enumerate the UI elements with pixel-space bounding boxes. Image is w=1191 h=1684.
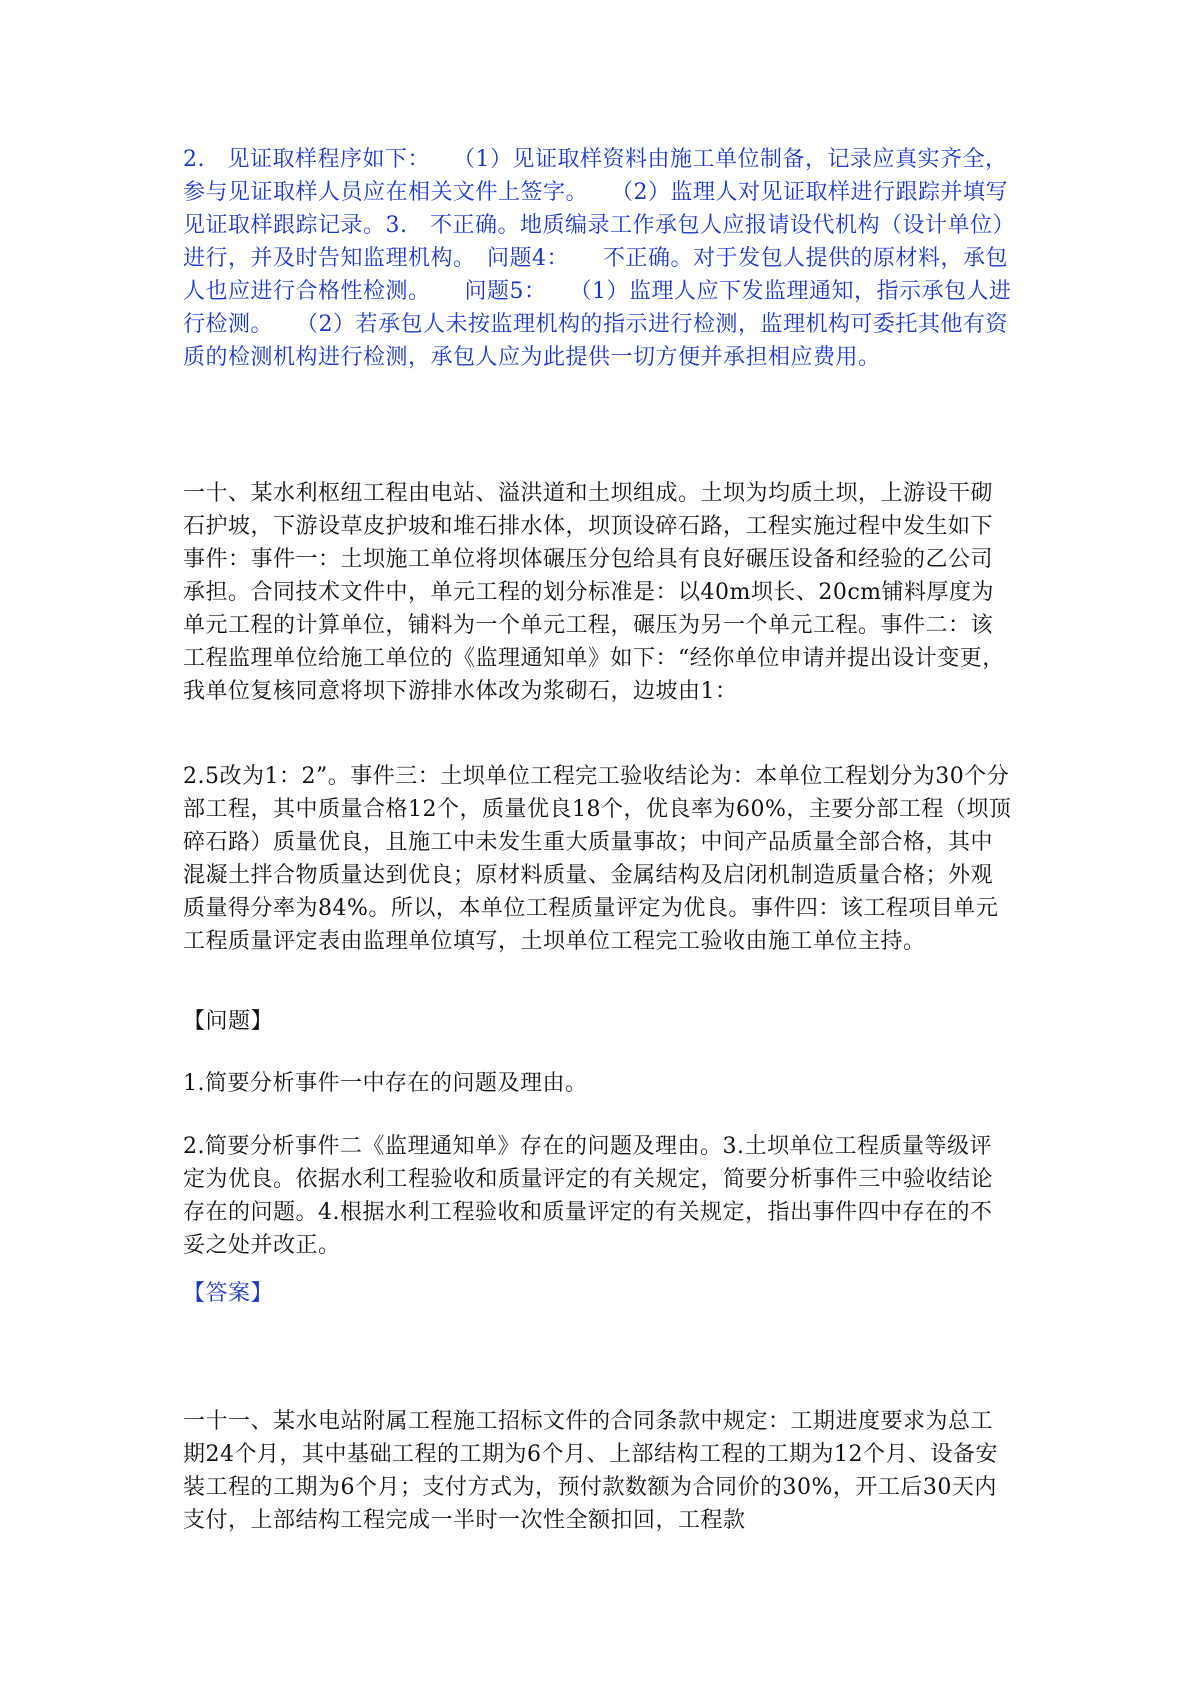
question-10-scenario-part-1: 一十、某水利枢纽工程由电站、溢洪道和土坝组成。土坝为均质土坝，上游设干砌石护坡，下游设草皮护坡和堆石排水体，坝顶设碎石路，工程实施过程中发生如下事件：事件一：土坝施工单位将坝体碾压分包给具有良好碾压设备和经验的乙公司承担。合同技术文件中，单元工程的划分标准是：以40m坝长、20cm铺料厚度为单元工程的计算单位，铺料为一个单元工程，碾压为另一个单元工程。事件二：该工程监理单位给施工单位的《监理通知单》如下：“经你单位申请并提出设计变更，我单位复核同意将坝下游排水体改为浆砌石，边坡由1： xyxy=(183,481,1005,704)
answer-heading: 【答案】 xyxy=(183,1281,274,1306)
question-10-items-2-4: 2.简要分析事件二《监理通知单》存在的问题及理由。3.土坝单位工程质量等级评定为优良。依据水利工程验收和质量评定的有关规定，简要分析事件三中验收结论存在的问题。4.根据水利工程验收和质量评定的有关规定，指出事件四中存在的不妥之处并改正。 xyxy=(183,1134,994,1258)
previous-answer-text: 2. 见证取样程序如下： （1）见证取样资料由施工单位制备，记录应真实齐全，参与见证取样人员应在相关文件上签字。 （2）监理人对见证取样进行跟踪并填写见证取样跟踪记录。3. 不正确。地质编录工作承包人应报请设代机构（设计单位）进行，并及时告知监理机构。 问题4： 不正确。对于发包人提供的原材料，承包人也应进行合格性检测。 问题5： （1）监理人应下发监理通知，指示承包人进行检测。 （2）若承包人未按监理机构的指示进行检测，监理机构可委托其他有资质的检测机构进行检测，承包人应为此提供一切方便并承担相应费用。 xyxy=(183,147,1012,370)
question-10-item-1: 1.简要分析事件一中存在的问题及理由。 xyxy=(183,1071,588,1096)
question-heading: 【问题】 xyxy=(183,1009,274,1034)
question-11-scenario-part-1: 一十一、某水电站附属工程施工招标文件的合同条款中规定：工期进度要求为总工期24个月，其中基础工程的工期为6个月、上部结构工程的工期为12个月、设备安装工程的工期为6个月；支付方式为，预付款数额为合同价的30%，开工后30天内支付，上部结构工程完成一半时一次性全额扣回，工程款 xyxy=(183,1409,998,1533)
question-10-scenario-part-2: 2.5改为1：2”。事件三：土坝单位工程完工验收结论为：本单位工程划分为30个分部工程，其中质量合格12个，质量优良18个，优良率为60%，主要分部工程（坝顶碎石路）质量优良，且施工中未发生重大质量事故；中间产品质量全部合格，其中混凝土拌合物质量达到优良；原材料质量、金属结构及启闭机制造质量合格；外观质量得分率为84%。所以，本单位工程质量评定为优良。事件四：该工程项目单元工程质量评定表由监理单位填写，土坝单位工程完工验收由施工单位主持。 xyxy=(183,764,1012,954)
